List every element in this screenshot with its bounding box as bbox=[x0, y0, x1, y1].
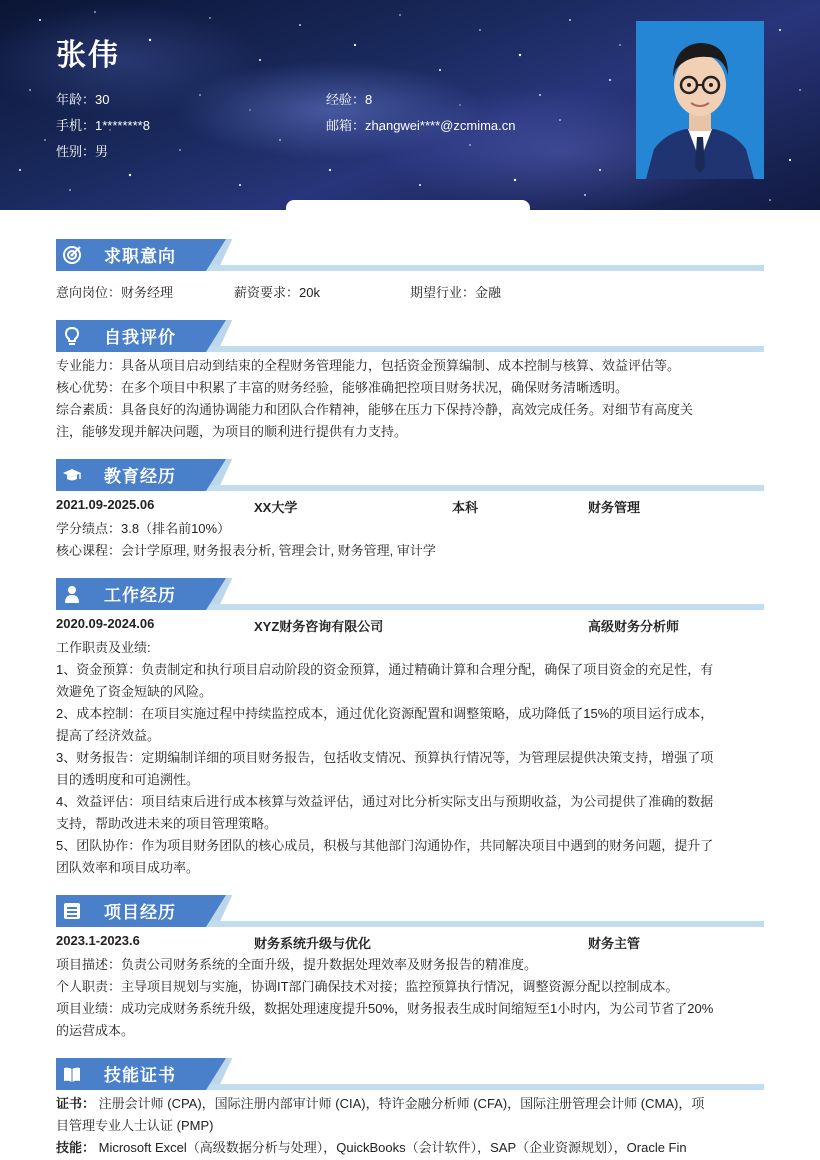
self-eval-line: 专业能力：具备从项目启动到结束的全程财务管理能力，包括资金预算编制、成本控制与核算、效益评估等。 bbox=[56, 358, 681, 373]
section-tab-edge bbox=[206, 459, 226, 491]
section-title: 项目经历 bbox=[104, 903, 176, 922]
section-title: 求职意向 bbox=[104, 247, 176, 266]
experience-info: 经验：8 bbox=[326, 92, 373, 107]
education-major: 财务管理 bbox=[588, 500, 641, 515]
work-intro: 工作职责及业绩: bbox=[56, 640, 151, 655]
lightbulb-icon bbox=[62, 326, 82, 346]
graduation-cap-icon bbox=[62, 465, 82, 485]
person-icon bbox=[62, 584, 82, 604]
work-period: 2020.09-2024.06 bbox=[56, 616, 155, 631]
intention-salary: 薪资要求：20k bbox=[234, 285, 320, 300]
work-line: 目的透明度和可追溯性。 bbox=[56, 772, 200, 787]
work-line: 1、资金预算：负责制定和执行项目启动阶段的资金预算，通过精确计算和合理分配，确保了项目资金的充足性，有 bbox=[56, 662, 714, 677]
work-line: 3、财务报告：定期编制详细的项目财务报告，包括收支情况、预算执行情况等，为管理层提供决策支持，增强了项 bbox=[56, 750, 714, 765]
project-result: 的运营成本。 bbox=[56, 1023, 135, 1038]
skills-certificates-cont: 目管理专业人士认证 (PMP) bbox=[56, 1118, 214, 1133]
profile-photo bbox=[636, 21, 764, 179]
project-role: 财务主管 bbox=[588, 936, 641, 951]
work-title: 高级财务分析师 bbox=[588, 619, 680, 634]
section-header-project bbox=[56, 895, 764, 927]
project-name: 财务系统升级与优化 bbox=[254, 936, 372, 951]
work-line: 团队效率和项目成功率。 bbox=[56, 860, 200, 875]
gender-info: 性别：男 bbox=[56, 144, 109, 159]
section-tab-edge bbox=[206, 1058, 226, 1090]
section-header-work bbox=[56, 578, 764, 610]
section-title: 工作经历 bbox=[104, 586, 176, 605]
intention-position: 意向岗位：财务经理 bbox=[56, 285, 174, 300]
work-line: 支持，帮助改进未来的项目管理策略。 bbox=[56, 816, 278, 831]
section-tab-edge bbox=[206, 578, 226, 610]
self-eval-line: 核心优势：在多个项目中积累了丰富的财务经验，能够准确把控项目财务状况，确保财务清晰透明。 bbox=[56, 380, 629, 395]
section-title: 自我评价 bbox=[104, 328, 176, 347]
target-icon bbox=[62, 245, 82, 265]
skills-tools bbox=[56, 1137, 764, 1159]
section-title: 教育经历 bbox=[104, 467, 176, 486]
self-eval-line: 综合素质：具备良好的沟通协调能力和团队合作精神，能够在压力下保持冷静，高效完成任务。对细节有高度关 bbox=[56, 402, 694, 417]
education-school: XX大学 bbox=[254, 500, 298, 515]
project-period: 2023.1-2023.6 bbox=[56, 933, 140, 948]
skills-text: Microsoft Excel（高级数据分析与处理），QuickBooks（会计软件），SAP（企业资源规划），Oracle Fin bbox=[98, 1140, 687, 1155]
education-courses: 核心课程：会计学原理, 财务报表分析, 管理会计, 财务管理, 审计学 bbox=[56, 543, 436, 558]
education-gpa: 学分绩点：3.8（排名前10%） bbox=[56, 521, 231, 536]
skills-certificates bbox=[56, 1093, 764, 1115]
section-title: 技能证书 bbox=[104, 1066, 176, 1085]
project-duty: 个人职责：主导项目规划与实施，协调IT部门确保技术对接；监控预算执行情况，调整资源分配以控制成本。 bbox=[56, 979, 679, 994]
section-header-self-eval bbox=[56, 320, 764, 352]
self-eval-line: 注，能够发现并解决问题，为项目的顺利进行提供有力支持。 bbox=[56, 424, 408, 439]
project-result: 项目业绩：成功完成财务系统升级，数据处理速度提升50%，财务报表生成时间缩短至1小时内，为公司节省了20% bbox=[56, 1001, 714, 1016]
work-company: XYZ财务咨询有限公司 bbox=[254, 619, 384, 634]
work-line: 5、团队协作：作为项目财务团队的核心成员，积极与其他部门沟通协作，共同解决项目中遇到的财务问题，提升了 bbox=[56, 838, 714, 853]
section-tab-edge bbox=[206, 895, 226, 927]
skills-label: 技能： bbox=[56, 1140, 96, 1155]
phone-info: 手机：1********8 bbox=[56, 118, 150, 133]
education-degree: 本科 bbox=[452, 500, 479, 515]
education-period: 2021.09-2025.06 bbox=[56, 497, 155, 512]
work-line: 2、成本控制：在项目实施过程中持续监控成本，通过优化资源配置和调整策略，成功降低了15%的项目运行成本， bbox=[56, 706, 714, 721]
section-header-intention bbox=[56, 239, 764, 271]
section-tab-edge bbox=[206, 239, 226, 271]
section-header-skills bbox=[56, 1058, 764, 1090]
header-banner bbox=[0, 0, 820, 210]
age-info: 年龄：30 bbox=[56, 92, 110, 107]
certificates-label: 证书： bbox=[56, 1096, 96, 1111]
header-notch bbox=[286, 200, 530, 214]
section-tab-edge bbox=[206, 320, 226, 352]
list-icon bbox=[62, 901, 82, 921]
email-info: 邮箱：zhangwei****@zcmima.cn bbox=[326, 118, 516, 133]
section-header-education bbox=[56, 459, 764, 491]
project-desc: 项目描述：负责公司财务系统的全面升级，提升数据处理效率及财务报告的精准度。 bbox=[56, 957, 538, 972]
work-line: 提高了经济效益。 bbox=[56, 728, 161, 743]
book-icon bbox=[62, 1064, 82, 1084]
work-line: 效避免了资金短缺的风险。 bbox=[56, 684, 213, 699]
work-line: 4、效益评估：项目结束后进行成本核算与效益评估，通过对比分析实际支出与预期收益，为公司提供了准确的数据 bbox=[56, 794, 714, 809]
certificates-text: 注册会计师 (CPA)，国际注册内部审计师 (CIA)，特许金融分析师 (CFA)，国际注册管理会计师 (CMA)，项 bbox=[98, 1096, 705, 1111]
candidate-name: 张伟 bbox=[56, 39, 120, 72]
intention-industry: 期望行业：金融 bbox=[410, 285, 502, 300]
